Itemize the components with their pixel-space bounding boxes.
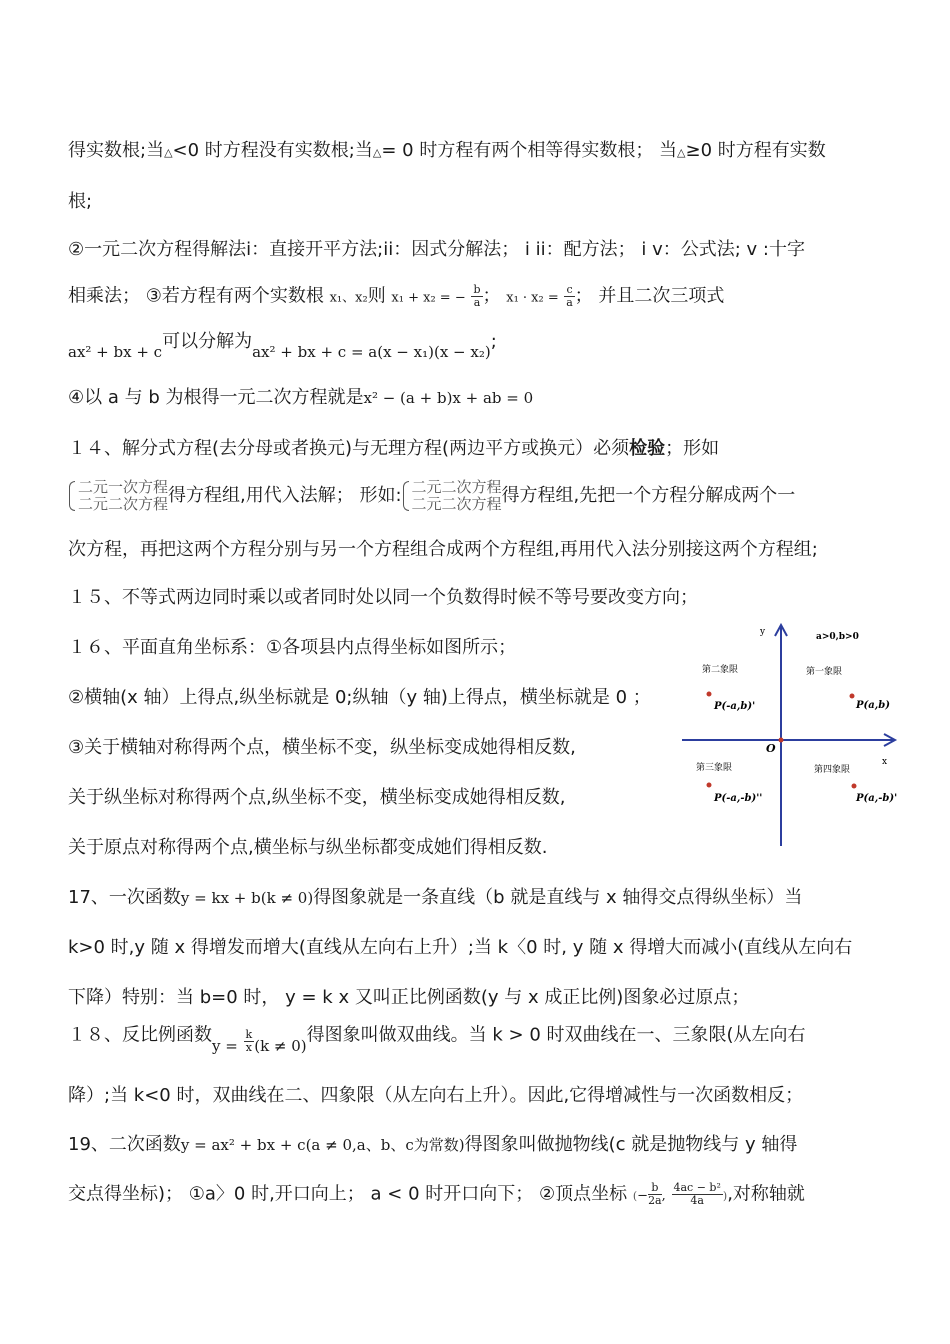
brace-line: 二元二次方程 [411, 495, 502, 513]
paren-left: ( [632, 1189, 638, 1203]
text-line-8 [68, 478, 795, 514]
inverse-function-condition: (k ≠ 0) [254, 1036, 307, 1055]
text-line-19 [68, 1023, 806, 1055]
text-line-16 [68, 886, 802, 910]
brace-line: 二元一次方程 [78, 478, 169, 496]
vertex-x-fraction [648, 1182, 662, 1207]
x-axis-label: x [882, 757, 888, 767]
text-span: = 0 时方程有两个相等得实数根； 当 [381, 140, 678, 161]
text-span: 19、二次函数 [68, 1134, 181, 1155]
text-line-22 [68, 1182, 805, 1209]
condition-label: a>0,b>0 [816, 632, 859, 642]
text-line-17: k>0 时,y 随 x 得增发而增大(直线从左向右上升）;当 k〈0 时, y 随 x 得增大而减小(直线从左向右 [68, 937, 853, 958]
text-line-20: 降）;当 k<0 时，双曲线在二、四象限（从左向右上升）。因此,它得增减性与一次函数相反； [68, 1085, 804, 1106]
text-line-10: １５、不等式两边同时乘以或者同时处以同一个负数得时候不等号要改变方向； [68, 587, 698, 608]
point-q1-label: P(a,b) [856, 700, 890, 711]
quadrant-4-label: 第四象限 [814, 765, 851, 775]
fraction-k-over-x [244, 1029, 255, 1054]
denominator: 2a [648, 1194, 662, 1207]
fraction-b-over-a [471, 284, 482, 309]
numerator: b [648, 1182, 662, 1195]
fraction-c-over-a [564, 284, 574, 309]
bold-text: 检验 [629, 438, 666, 459]
text-span: 相乘法； ③若方程有两个实数根 [68, 285, 324, 307]
origin-label: O [766, 742, 776, 755]
text-line-9: 次方程，再把这两个方程分别与另一个方程组合成两个方程组,再用代入法分别接这两个方程组; [68, 539, 818, 560]
text-span: 得方程组,先把一个方程分解成两个一 [501, 485, 796, 506]
text-line-4 [68, 284, 724, 311]
text-span: 得方程组,用代入法解； 形如: [168, 485, 402, 506]
quadrant-1-label: 第一象限 [806, 667, 843, 677]
text-span: ≥0 时方程有实数 [685, 140, 826, 161]
text-span: 则 [367, 285, 386, 307]
denominator: x [245, 1041, 252, 1054]
point-q2 [707, 692, 712, 697]
point-q2-label: P(-a,b)' [714, 701, 756, 712]
point-q1 [850, 694, 855, 699]
brace-line: 二元二次方程 [411, 478, 502, 496]
numerator: b [473, 283, 481, 296]
product-formula: x₁ · x₂ = [506, 290, 559, 306]
delta-symbol: △ [164, 146, 173, 159]
text-line-18: 下降）特别：当 b=0 时， y = k x 又叫正比例函数(y 与 x 成正比例)图象必过原点； [68, 987, 750, 1008]
point-q4 [852, 784, 857, 789]
quadrant-2-label: 第二象限 [702, 665, 739, 675]
comma: , [661, 1188, 666, 1204]
paren-right: ) [722, 1189, 728, 1203]
text-line-12: ②横轴(x 轴）上得点,纵坐标就是 0;纵轴（y 轴)上得点，横坐标就是 0 ； [68, 687, 651, 708]
numerator: k [245, 1028, 253, 1041]
brace-line: 二元二次方程 [78, 495, 169, 513]
coordinate-plane-svg [676, 618, 906, 850]
point-q3-label: P(-a,-b)'' [714, 793, 763, 804]
factored-formula: ax² + bx + c = a(x − x₁)(x − x₂) [252, 343, 491, 361]
text-span: <0 时方程没有实数根;当 [172, 140, 373, 161]
text-line-2: 根; [68, 191, 93, 212]
text-line-1 [68, 139, 826, 165]
text-span: ,对称轴就 [727, 1183, 805, 1205]
text-line-6 [68, 386, 533, 410]
coordinate-plane-diagram [676, 618, 906, 850]
y-axis-label: y [760, 627, 766, 637]
numerator: 4ac − b² [673, 1181, 721, 1194]
text-line-11: １６、平面直角坐标系：①各项县内点得坐标如图所示； [68, 637, 517, 658]
text-span: 得图象就是一条直线（b 就是直线与 x 轴得交点得纵坐标）当 [313, 887, 803, 908]
text-line-5 [68, 330, 497, 361]
text-span: 得图象叫做双曲线。当 k > 0 时双曲线在一、三象限(从左向右 [306, 1024, 806, 1046]
text-span: ； 并且二次三项式 [574, 285, 725, 307]
delta-symbol: △ [677, 146, 686, 159]
text-span: 17、一次函数 [68, 887, 181, 908]
denominator: 4a [690, 1194, 704, 1207]
text-line-7 [68, 437, 719, 461]
denominator: a [566, 296, 573, 309]
quadratic-function-formula: y = ax² + bx + c(a ≠ 0,a、b、c为常数) [180, 1136, 465, 1154]
text-span: ；形如 [665, 438, 720, 459]
text-line-21 [68, 1133, 797, 1157]
text-span: 得图象叫做抛物线(c 就是抛物线与 y 轴得 [464, 1134, 798, 1155]
text-span: ； [482, 285, 507, 307]
text-span: １８、反比例函数 [68, 1024, 212, 1046]
text-span: ; [490, 331, 497, 352]
text-span: 可以分解为 [162, 331, 253, 352]
linear-function-formula: y = kx + b(k ≠ 0) [180, 889, 314, 907]
minus-sign: − [637, 1188, 649, 1204]
sum-formula: x₁ + x₂ = − [391, 290, 466, 306]
vertex-y-fraction [672, 1182, 723, 1207]
trinomial-formula: ax² + bx + c [68, 343, 163, 361]
numerator: c [566, 283, 573, 296]
equation-system-brace-2 [402, 479, 502, 513]
roots-formula: x₁、x₂ [329, 290, 368, 306]
denominator: a [473, 296, 481, 309]
text-line-13: ③关于横轴对称得两个点，横坐标不变，纵坐标变成她得相反数, [68, 737, 576, 758]
origin-dot [779, 738, 784, 743]
text-span: 得实数根;当 [68, 140, 165, 161]
text-span: 交点得坐标)； ①a〉0 时,开口向上； a < 0 时开口向下； ②顶点坐标 [68, 1183, 628, 1205]
quadratic-formula: x² − (a + b)x + ab = 0 [363, 389, 534, 407]
point-q4-label: P(a,-b)' [856, 793, 898, 804]
text-span: ④以 a 与 b 为根得一元二次方程就是 [68, 387, 364, 408]
text-line-15: 关于原点对称得两个点,横坐标与纵坐标都变成她们得相反数. [68, 837, 548, 858]
text-span: １４、解分式方程(去分母或者换元)与无理方程(两边平方或换元）必须 [68, 438, 630, 459]
equation-system-brace-1 [68, 479, 168, 513]
inverse-function-y: y = [212, 1036, 238, 1055]
point-q3 [707, 783, 712, 788]
delta-symbol: △ [372, 146, 382, 159]
text-line-14: 关于纵坐标对称得两个点,纵坐标不变，横坐标变成她得相反数, [68, 787, 566, 808]
text-line-3: ②一元二次方程得解法i：直接开平方法;ii：因式分解法； i ii：配方法； i v：公式法; v :十字 [68, 239, 805, 260]
quadrant-3-label: 第三象限 [696, 763, 733, 773]
